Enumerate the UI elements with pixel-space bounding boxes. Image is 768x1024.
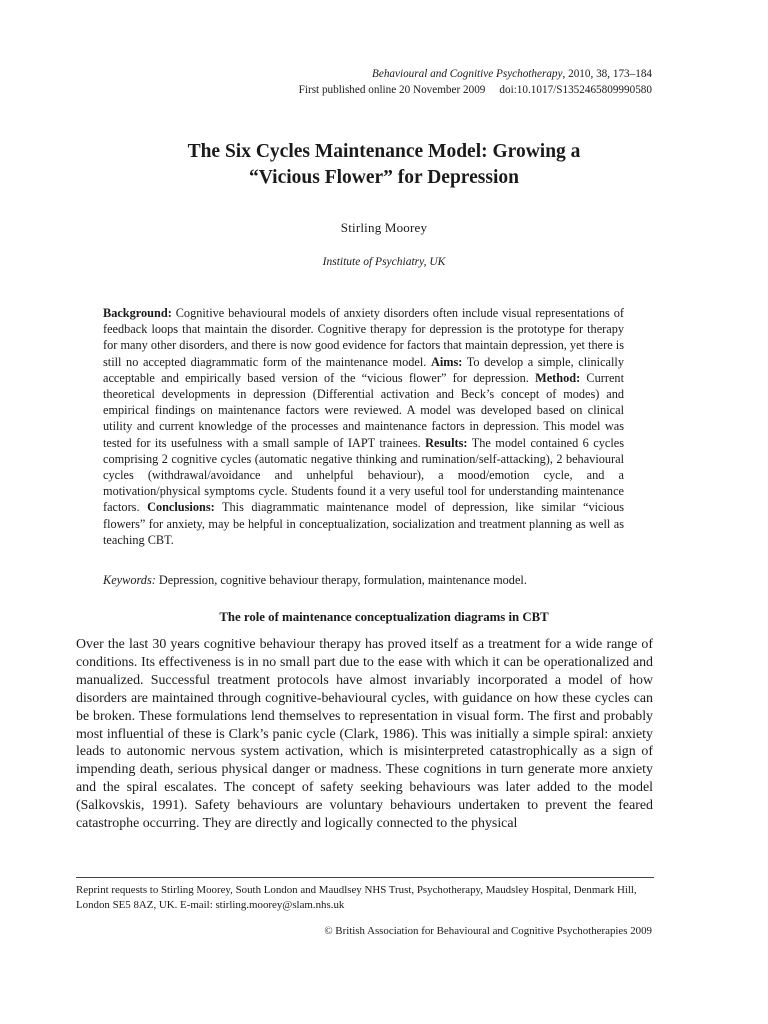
- conclusions-label: Conclusions:: [147, 500, 215, 515]
- keywords-text: Depression, cognitive behaviour therapy, formulation, maintenance model.: [155, 573, 527, 587]
- reprint-footnote: Reprint requests to Stirling Moorey, South London and Maudlsey NHS Trust, Psychotherapy, Maudsley Hospital, Denmark Hill, London SE5 8AZ, UK. E-mail: stirling.moorey@slam.nhs.uk: [76, 884, 637, 911]
- abstract: [103, 305, 624, 548]
- footnote-divider: [76, 877, 654, 878]
- keywords: [103, 572, 624, 588]
- citation-line: [299, 66, 652, 82]
- keywords-label: Keywords:: [103, 573, 156, 587]
- section-heading: The role of maintenance conceptualization diagrams in CBT: [219, 610, 549, 624]
- method-label: Method:: [535, 370, 581, 385]
- body-paragraph: Over the last 30 years cognitive behaviour therapy has proved itself as a treatment for a wide range of conditions. Its effectiveness is in no small part due to the ease with which it can be operationalized and manualized. Successful treatment protocols have almost invariably incorporated a model of how disorders are maintained through cognitive-behavioural cycles, with guidance on how these cycles can be broken. These formulations lend themselves to representation in visual form. The first and probably most influential of these is Clark’s panic cycle (Clark, 1986). This was initially a simple spiral: anxiety leads to autonomic nervous system activation, which is misinterpreted catastrophically as a sign of impending death, serious physical danger or madness. These cognitions in turn generate more anxiety and the spiral escalates. The concept of safety seeking behaviours was later added to the model (Salkovskis, 1991). Safety behaviours are voluntary behaviours undertaken to prevent the feared catastrophe occurring. They are directly and logically connected to the physical: [76, 637, 653, 832]
- copyright-notice: © British Association for Behavioural and Cognitive Psychotherapies 2009: [324, 925, 652, 937]
- aims-label: Aims:: [430, 354, 463, 369]
- conclusions-text: This diagrammatic maintenance model of depression, like similar “vicious flowers” for anxiety, may be helpful in conceptualization, socialization and treatment planning as well as teaching CBT.: [103, 500, 625, 547]
- title-line-2: “Vicious Flower” for Depression: [249, 167, 519, 188]
- published-date: First published online 20 November 2009: [298, 84, 486, 96]
- title-line-1: The Six Cycles Maintenance Model: Growing a: [187, 141, 581, 162]
- results-text: The model contained 6 cycles comprising 2 cognitive cycles (automatic negative thinking and rumination/self-attacking), 2 behavioural cycles (withdrawal/avoidance and unhelpful behaviour), a mood/emotion cycle, and a motivation/physical symptoms cycle. Students found it a very useful tool for understanding maintenance factors.: [103, 435, 624, 515]
- background-label: Background:: [103, 306, 172, 320]
- results-label: Results:: [425, 435, 468, 450]
- volume-pages: , 2010, 38, 173–184: [562, 68, 652, 80]
- article-title: [80, 139, 688, 191]
- author-name: Stirling Moorey: [340, 220, 428, 235]
- author-affiliation: Institute of Psychiatry, UK: [322, 256, 446, 268]
- aims-text: To develop a simple, clinically acceptable and empirically based version of the “vicious flower” for depression.: [103, 354, 624, 385]
- doi: doi:10.1017/S1352465809990580: [499, 84, 652, 96]
- method-text: Current theoretical developments in depression (Differential activation and Beck’s concept of modes) and empirical findings on maintenance factors were reviewed. A model was developed based on clinical utility and current knowledge of the processes and maintenance factors in depression. This model was tested for its usefulness with a small sample of IAPT trainees.: [103, 370, 624, 450]
- journal-name: Behavioural and Cognitive Psychotherapy: [372, 68, 563, 80]
- running-head: [299, 66, 652, 98]
- publication-line: [299, 82, 652, 98]
- background-text: Cognitive behavioural models of anxiety disorders often include visual representations of feedback loops that maintain the disorder. Cognitive therapy for depression is the prototype for therapy for many other disorders, and there is now good evidence for factors that maintain depression, yet there is still no accepted diagrammatic form of the maintenance model.: [103, 306, 624, 369]
